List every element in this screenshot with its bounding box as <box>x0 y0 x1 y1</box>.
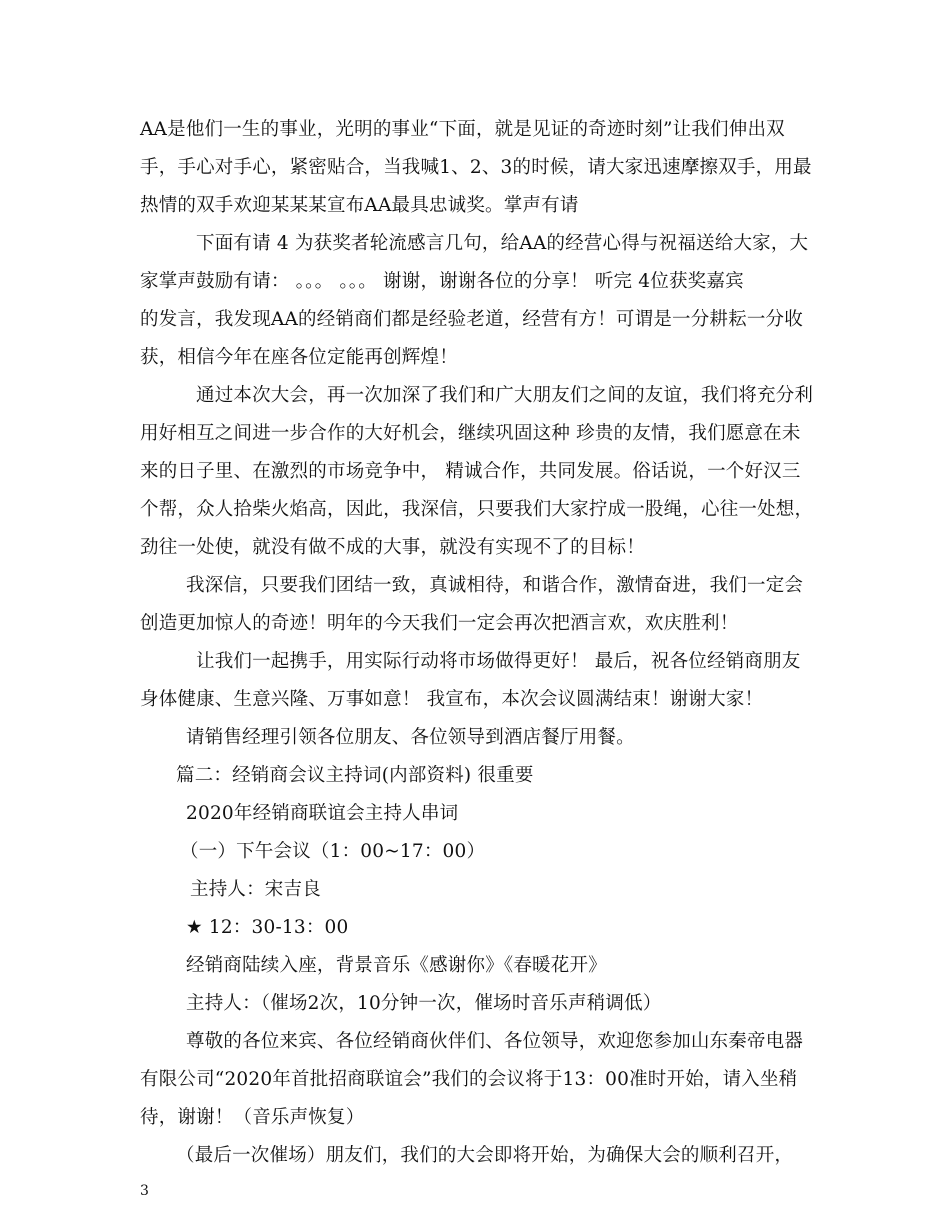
text-line-24: 主持人：（催场2次，10分钟一次，催场时音乐声稍调低） <box>186 993 662 1014</box>
text-line-8: 通过本次大会，再一次加深了我们和广大朋友们之间的友谊，我们将充分利 <box>196 385 814 406</box>
text-line-13: 我深信，只要我们团结一致，真诚相待，和谐合作，激情奋进，我们一定会 <box>186 575 804 596</box>
text-line-7: 获，相信今年在座各位定能再创辉煌！ <box>140 347 458 368</box>
text-line-12: 劲往一处使，就没有做不成的大事，就没有实现不了的目标！ <box>140 537 645 558</box>
text-line-2: 手，手心对手心，紧密贴合，当我喊1、2、3的时候，请大家迅速摩擦双手，用最 <box>140 157 812 178</box>
text-line-9: 用好相互之间进一步合作的大好机会，继续巩固这种 珍贵的友情，我们愿意在未 <box>140 423 801 444</box>
text-line-25: 尊敬的各位来宾、各位经销商伙伴们、各位领导，欢迎您参加山东秦帝电器 <box>186 1031 804 1052</box>
text-line-11: 个帮，众人拾柴火焰高，因此，我深信，只要我们大家拧成一股绳，心往一处想， <box>140 499 814 520</box>
text-line-5: 家掌声鼓励有请： 。。。 。。。 谢谢，谢谢各位的分享！ 听完 4位获奖嘉宾 <box>140 271 744 292</box>
text-line-6: 的发言，我发现AA的经销商们都是经验老道，经营有方！可谓是一分耕耘一分收 <box>140 309 803 330</box>
page-number: 3 <box>140 1183 149 1199</box>
text-line-10: 来的日子里、在激烈的市场竞争中， 精诚合作，共同发展。俗话说，一个好汉三 <box>140 461 801 482</box>
text-line-22: ★ 12：30-13：00 <box>186 917 349 938</box>
text-line-20: （一）下午会议（1：00~17：00） <box>180 841 486 862</box>
text-line-15: 让我们一起携手，用实际行动将市场做得更好！ 最后，祝各位经销商朋友 <box>196 651 801 672</box>
text-line-23: 经销商陆续入座，背景音乐《感谢你》《春暖花开》 <box>186 955 607 976</box>
text-line-21: 主持人：宋吉良 <box>190 879 321 900</box>
text-line-27: 待，谢谢！（音乐声恢复） <box>140 1107 365 1128</box>
text-line-26: 有限公司“2020年首批招商联谊会”我们的会议将于13：00准时开始，请入坐稍 <box>140 1069 798 1090</box>
text-line-16: 身体健康、生意兴隆、万事如意！ 我宣布，本次会议圆满结束！谢谢大家！ <box>140 689 764 710</box>
text-line-17: 请销售经理引领各位朋友、各位领导到酒店餐厅用餐。 <box>186 727 635 748</box>
text-line-28: （最后一次催场）朋友们，我们的大会即将开始，为确保大会的顺利召开， <box>176 1145 794 1166</box>
text-line-14: 创造更加惊人的奇迹！明年的今天我们一定会再次把酒言欢，欢庆胜利！ <box>140 613 739 634</box>
section-heading: 篇二：经销商会议主持词(内部资料) 很重要 <box>176 765 534 786</box>
text-line-19: 2020年经销商联谊会主持人串词 <box>186 803 459 824</box>
text-line-4: 下面有请 4 为获奖者轮流感言几句，给AA的经营心得与祝福送给大家，大 <box>196 233 809 254</box>
text-line-3: 热情的双手欢迎某某某宣布AA最具忠诚奖。掌声有请 <box>140 195 579 216</box>
text-line-1: AA是他们一生的事业，光明的事业“下面，就是见证的奇迹时刻”让我们伸出双 <box>140 119 785 140</box>
